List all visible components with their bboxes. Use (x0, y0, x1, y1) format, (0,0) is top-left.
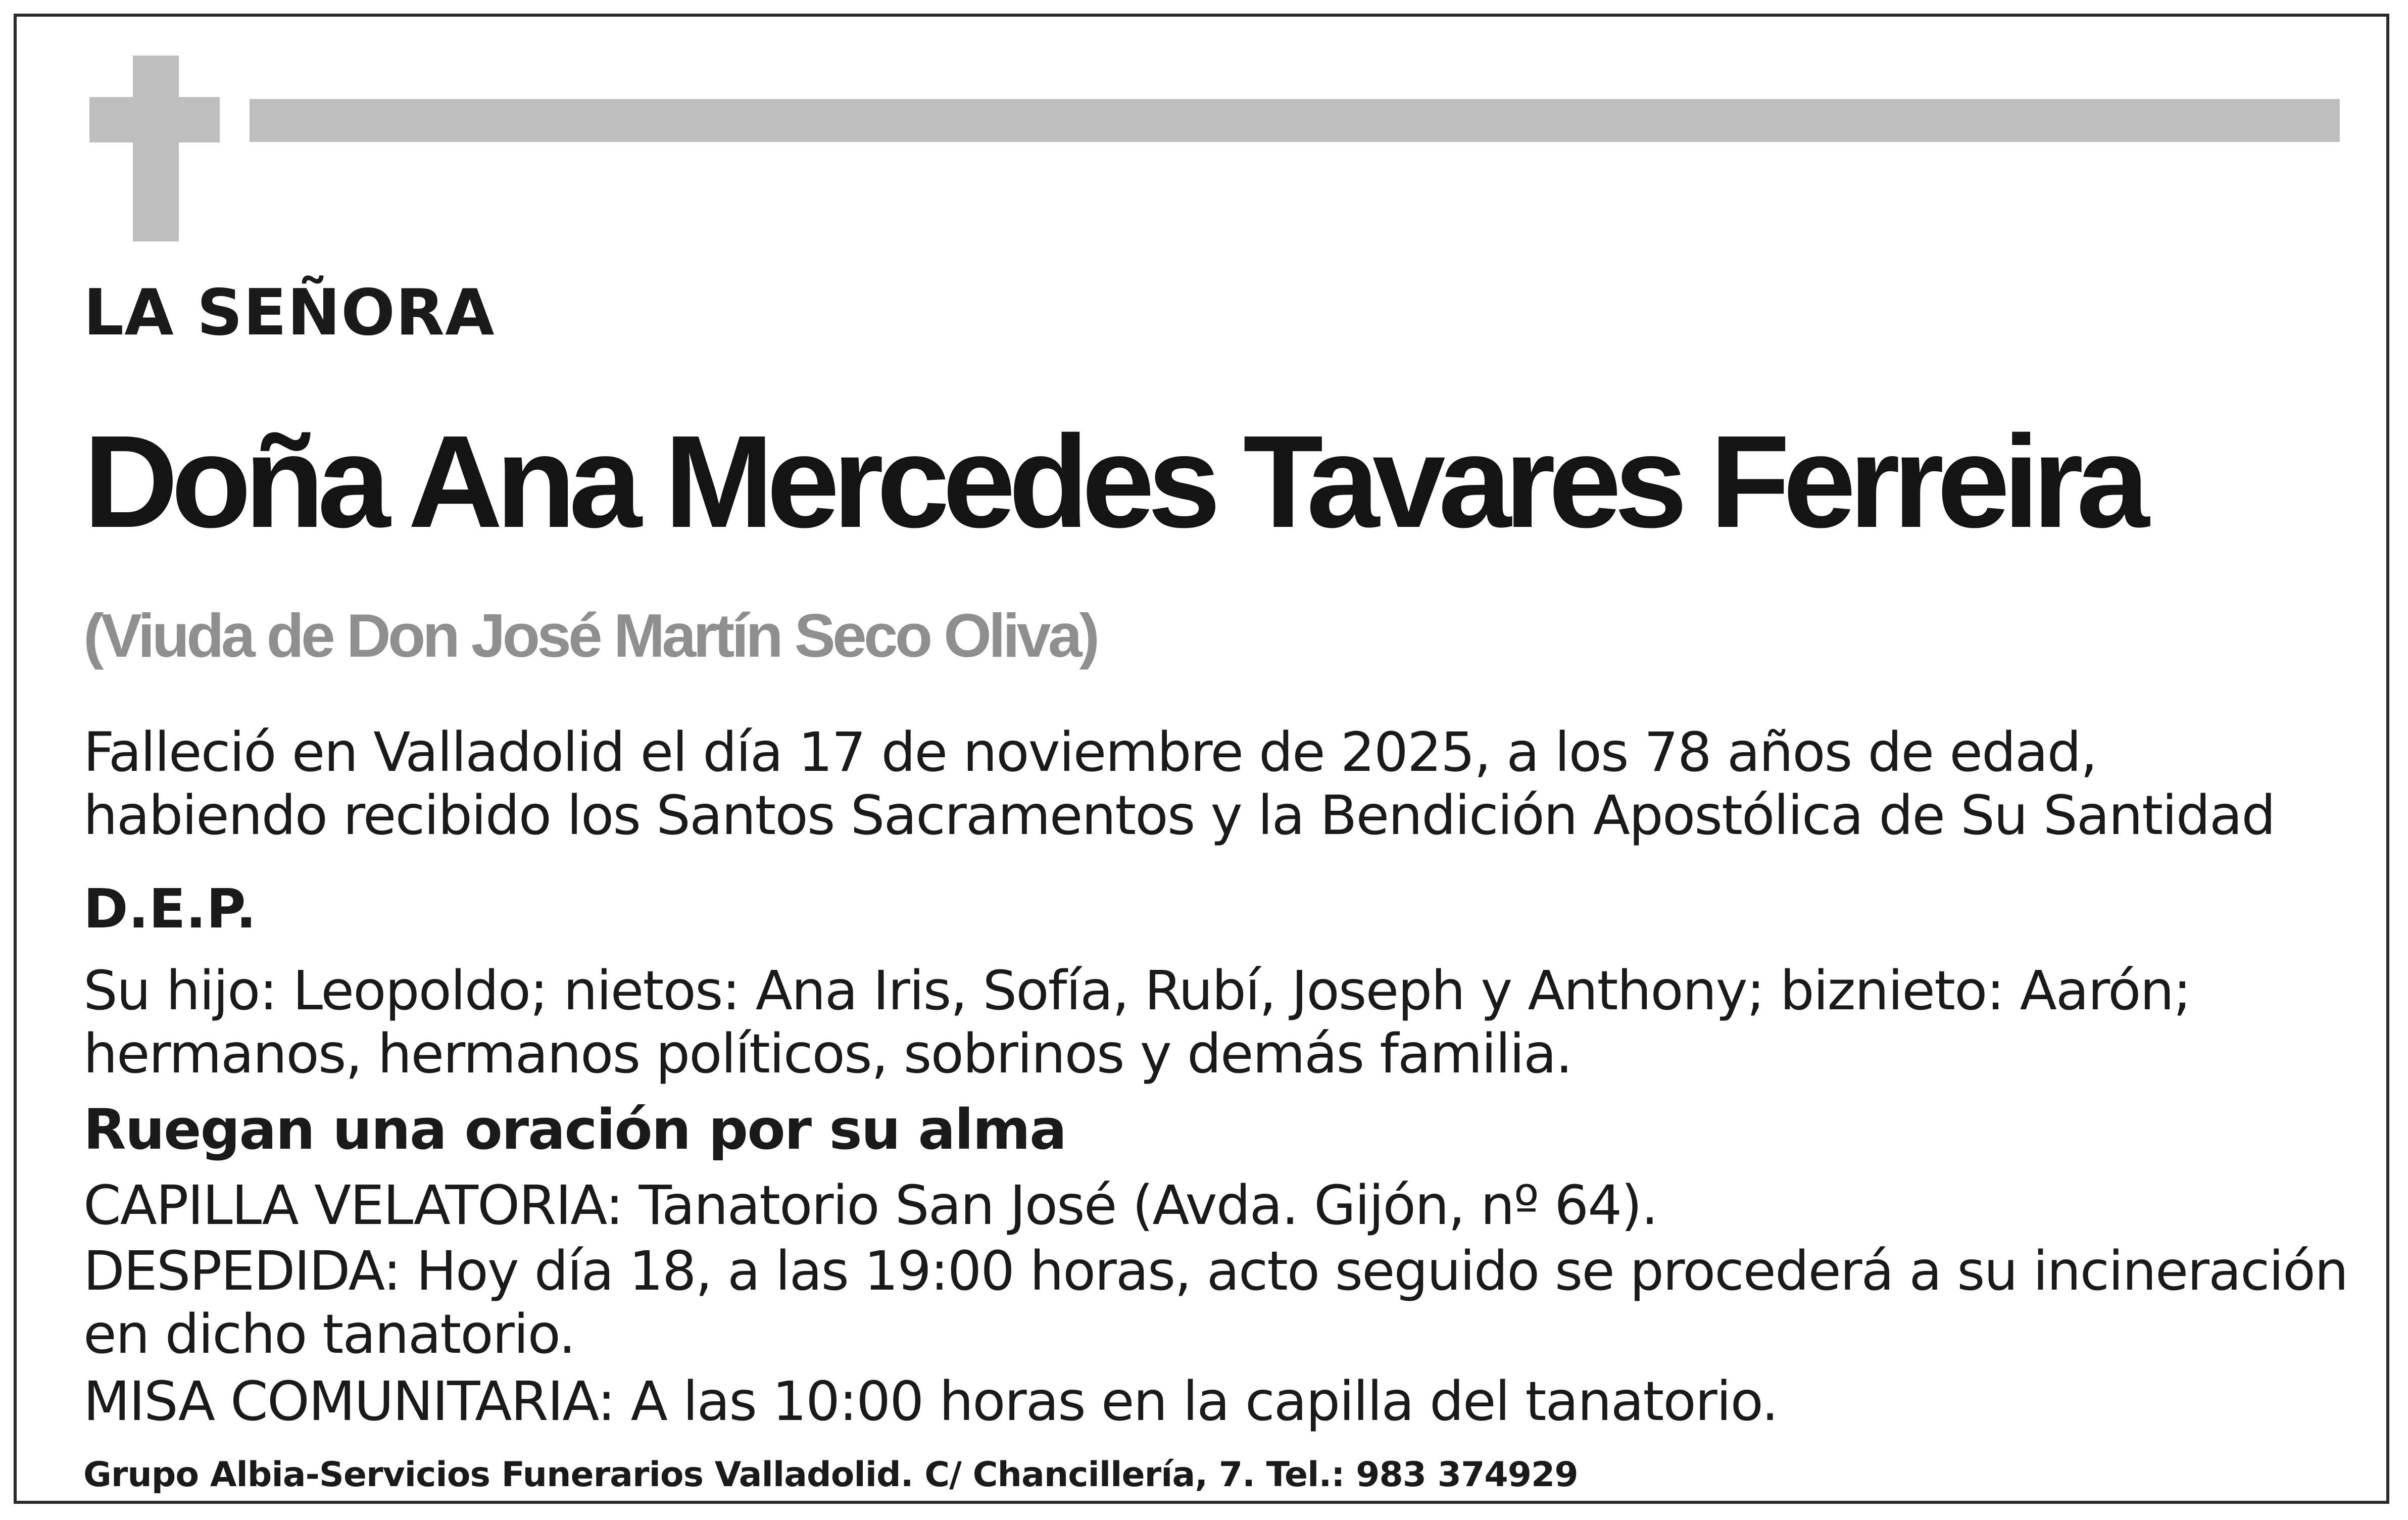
widow-subtitle: (Viuda de Don José Martín Seco Oliva) (83, 601, 1097, 670)
announcement-line-2: habiendo recibido los Santos Sacramentos y la Bendición Apostólica de Su Santidad (83, 784, 2275, 847)
prayer-request: Ruegan una oración por su alma (83, 1097, 1066, 1162)
funeral-home-footer: Grupo Albia-Servicios Funerarios Valladolid. C/ Chancillería, 7. Tel.: 983 374929 (83, 1455, 1578, 1495)
farewell-info-line-1: DESPEDIDA: Hoy día 18, a las 19:00 horas, acto seguido se procederá a su incineración (83, 1240, 2348, 1303)
honorific-label: LA SEÑORA (83, 275, 495, 350)
cross-horizontal-bar (89, 97, 220, 142)
chapel-info: CAPILLA VELATORIA: Tanatorio San José (Avda. Gijón, nº 64). (83, 1174, 1657, 1237)
announcement-line-1: Falleció en Valladolid el día 17 de noviembre de 2025, a los 78 años de edad, (83, 721, 2097, 784)
mass-info: MISA COMUNITARIA: A las 10:00 horas en la capilla del tanatorio. (83, 1370, 1778, 1433)
cross-vertical-bar (133, 56, 179, 241)
header-rule (250, 99, 2340, 142)
rip-label: D.E.P. (83, 878, 257, 941)
farewell-info-line-2: en dicho tanatorio. (83, 1303, 575, 1366)
family-line-1: Su hijo: Leopoldo; nietos: Ana Iris, Sofía, Rubí, Joseph y Anthony; biznieto: Aarón; (83, 960, 2191, 1022)
family-line-2: hermanos, hermanos políticos, sobrinos y demás familia. (83, 1023, 1572, 1086)
deceased-name: Doña Ana Mercedes Tavares Ferreira (83, 409, 2143, 555)
